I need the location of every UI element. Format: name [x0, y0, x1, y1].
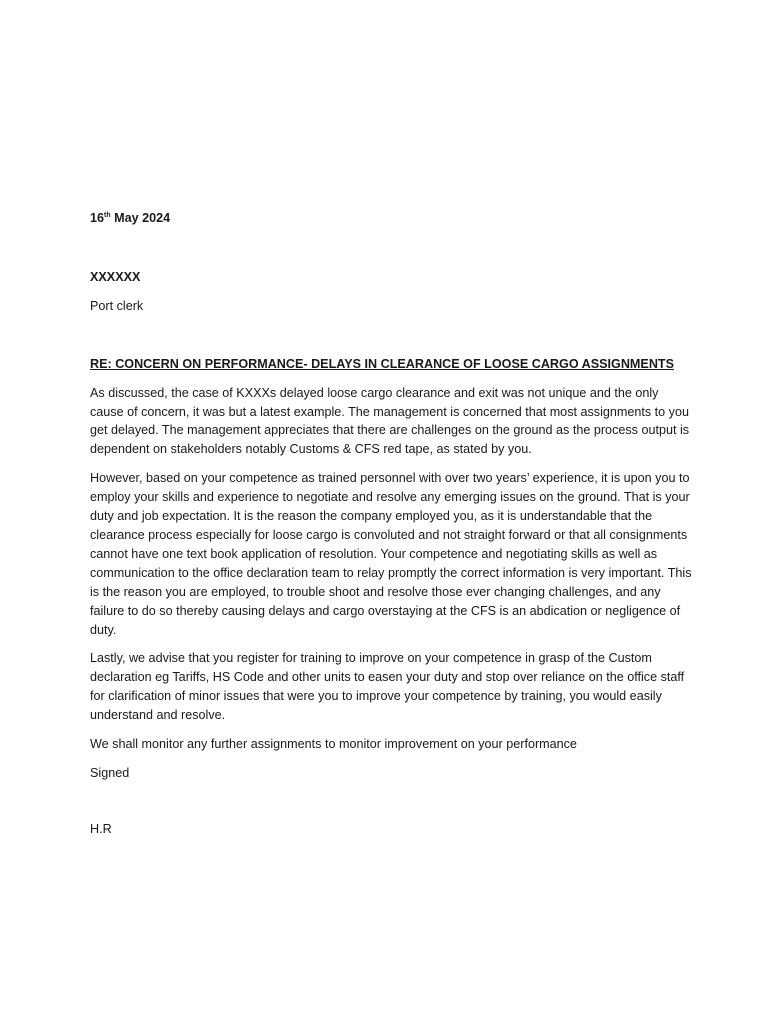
- paragraph-1: As discussed, the case of KXXXs delayed loose cargo clearance and exit was not unique and the only cause of concern, it was but a latest example. The management is concerned that most assignments to you get delayed. The management appreciates that there are challenges on the ground as the process output is dependent on stakeholders notably Customs & CFS red tape, as stated by you.: [90, 385, 690, 457]
- signatory: H.R: [90, 821, 112, 836]
- paragraph-4: We shall monitor any further assignments to monitor improvement on your performance: [90, 737, 577, 752]
- paragraph-3: Lastly, we advise that you register for training to improve on your competence in grasp of the Custom declaration eg Tariffs, HS Code and other units to easen your duty and stop over reliance on the office staff for clarification of minor issues that were you to improve your competence by training, you would easily understand and resolve.: [90, 651, 685, 723]
- paragraph-2: However, based on your competence as trained personnel with over two years’ experience, it is upon you to employ your skills and experience to negotiate and resolve any emerging issues on the ground. That is your duty and job expectation. It is the reason the company employed you, as it is understandable that the clearance process especially for loose cargo is convoluted and not straight forward or that all consignments cannot have one text book application of resolution. Your competence and negotiating skills as well as communication to the office declaration team to relay promptly the correct information is very important. This is the reason you are employed, to trouble shoot and resolve those ever changing challenges, and any failure to do so thereby causing delays and cargo overstaying at the CFS is an abdication or negligence of duty.: [90, 471, 692, 637]
- letter-subject: RE: CONCERN ON PERFORMANCE- DELAYS IN CLEARANCE OF LOOSE CARGO ASSIGNMENTS: [90, 356, 675, 371]
- letter-date: [90, 209, 695, 228]
- recipient-role: Port clerk: [90, 298, 144, 313]
- date-day: 16: [90, 211, 105, 225]
- signed-label: Signed: [90, 765, 130, 780]
- date-suffix: th: [104, 211, 111, 219]
- recipient-name: XXXXXX: [90, 269, 141, 284]
- letter-body: [90, 209, 695, 839]
- date-rest: May 2024: [110, 211, 171, 225]
